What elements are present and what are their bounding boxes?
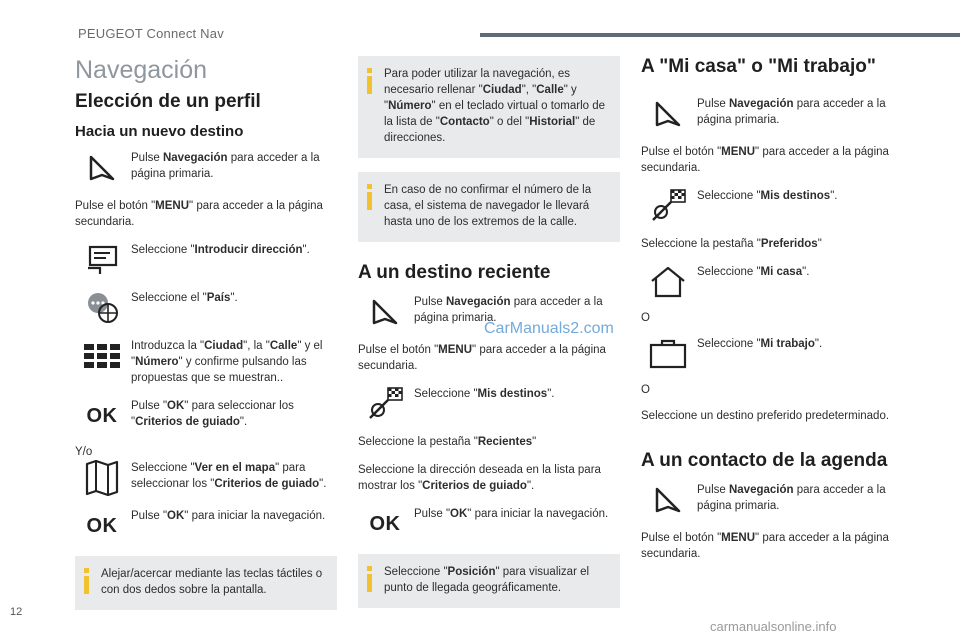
step-text: Pulse "OK" para iniciar la navegación. (414, 508, 609, 520)
step-view-map (75, 460, 337, 496)
step-press-navigation (641, 482, 903, 518)
heading-recent-destination: A un destino reciente (358, 262, 551, 283)
navigation-arrow-icon (358, 294, 412, 330)
info-note-required-fields: Para poder utilizar la navegación, es necesario rellenar "Ciudad", "Calle" y "Número" en el teclado virtual o tomarlo de la lista de "Contacto" o del "Historial" de direcciones. (358, 56, 620, 158)
or-text: O (641, 312, 650, 324)
ok-icon: OK (86, 514, 118, 537)
navigation-arrow-icon (75, 150, 129, 186)
step-press-navigation (641, 96, 903, 132)
step-text: Pulse Navegación para acceder a la página primaria. (697, 484, 886, 512)
step-press-ok-start (358, 506, 620, 542)
select-address-paragraph: Seleccione la dirección deseada en la lista para mostrar los "Criterios de guiado". (358, 464, 601, 492)
step-text: Seleccione el "País". (131, 292, 238, 304)
step-my-work (641, 336, 903, 372)
navigation-arrow-icon (641, 482, 695, 518)
section-title: Navegación (75, 56, 208, 84)
info-note-zoom: Alejar/acercar mediante las teclas táctiles o con dos dedos sobre la pantalla. (75, 556, 337, 610)
step-text: Pulse "OK" para iniciar la navegación. (131, 510, 326, 522)
step-text: Seleccione "Mis destinos". (414, 388, 555, 400)
menu-paragraph: Pulse el botón "MENU" para acceder a la página secundaria. (75, 200, 323, 228)
step-text: Seleccione "Mi casa". (697, 266, 810, 278)
step-enter-city-street (75, 338, 337, 386)
step-text: Seleccione "Introducir dirección". (131, 244, 310, 256)
watermark-site: carmanualsonline.info (710, 619, 837, 634)
step-press-ok-start (75, 508, 337, 544)
heading-contact: A un contacto de la agenda (641, 450, 888, 471)
menu-paragraph: Pulse el botón "MENU" para acceder a la página secundaria. (641, 532, 889, 560)
country-globe-icon (75, 290, 129, 326)
step-text: Pulse Navegación para acceder a la página primaria. (697, 98, 886, 126)
header-title: PEUGEOT Connect Nav (78, 26, 224, 41)
recent-tab-paragraph: Seleccione la pestaña "Recientes" (358, 436, 537, 448)
column-1 (75, 56, 337, 624)
step-text: Introduzca la "Ciudad", la "Calle" y el "Número" y confirme pulsando las propuestas que se muestran.. (131, 340, 323, 384)
ok-icon: OK (369, 512, 401, 535)
keyboard-icon (75, 338, 129, 374)
step-text: Seleccione "Mi trabajo". (697, 338, 823, 350)
heading-new-destination: Hacia un nuevo destino (75, 123, 244, 140)
address-entry-icon (75, 242, 129, 278)
info-note-position: Seleccione "Posición" para visualizar el punto de llegada geográficamente. (358, 554, 620, 608)
home-icon (641, 264, 695, 300)
step-text: Pulse Navegación para acceder a la página primaria. (414, 296, 603, 324)
step-select-country (75, 290, 337, 326)
preferred-tab-paragraph: Seleccione la pestaña "Preferidos" (641, 238, 822, 250)
step-text: Pulse Navegación para acceder a la página primaria. (131, 152, 320, 180)
heading-choose-profile: Elección de un perfil (75, 91, 261, 112)
menu-paragraph: Pulse el botón "MENU" para acceder a la página secundaria. (641, 146, 889, 174)
info-note-house-number: En caso de no confirmar el número de la casa, el sistema de navegador le llevará hasta uno de los extremos de la calle. (358, 172, 620, 242)
navigation-arrow-icon (641, 96, 695, 132)
step-my-destinations (358, 386, 620, 422)
map-icon (75, 460, 129, 496)
step-press-ok-criteria (75, 398, 337, 434)
work-briefcase-icon (641, 336, 695, 372)
step-my-destinations (641, 188, 903, 224)
or-text: O (641, 384, 650, 396)
flag-destination-icon (641, 188, 695, 224)
heading-home-work: A "Mi casa" o "Mi trabajo" (641, 56, 876, 77)
watermark-carmanuals: CarManuals2.com (484, 320, 614, 337)
step-text: Seleccione "Mis destinos". (697, 190, 838, 202)
step-press-navigation (75, 150, 337, 186)
column-2 (358, 56, 620, 622)
column-3 (641, 56, 903, 574)
default-preferred-paragraph: Seleccione un destino preferido predeterminado. (641, 410, 890, 422)
header-bar (480, 33, 960, 37)
menu-paragraph: Pulse el botón "MENU" para acceder a la página secundaria. (358, 344, 606, 372)
step-text: Pulse "OK" para seleccionar los "Criterios de guiado". (131, 400, 294, 428)
step-enter-address (75, 242, 337, 278)
step-text: Seleccione "Ver en el mapa" para seleccionar los "Criterios de guiado". (131, 462, 327, 490)
and-or-text: Y/o (75, 446, 93, 458)
page-number: 12 (10, 606, 23, 618)
step-my-home (641, 264, 903, 300)
flag-destination-icon (358, 386, 412, 422)
ok-icon: OK (86, 404, 118, 427)
